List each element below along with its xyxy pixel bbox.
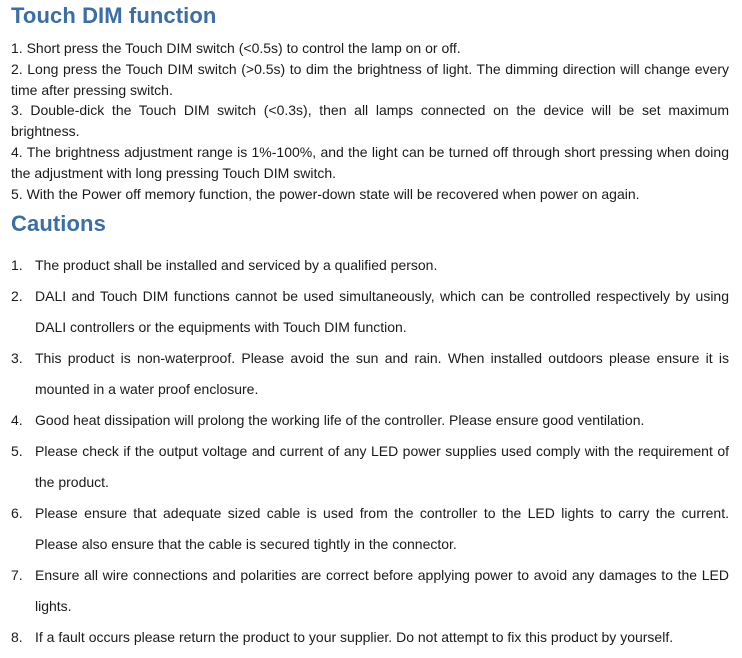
touch-dim-item: 5. With the Power off memory function, the power-down state will be recovered when power on again. bbox=[11, 185, 640, 202]
caution-item bbox=[11, 281, 729, 343]
touch-dim-list bbox=[11, 38, 729, 204]
caution-text: The product shall be installed and serviced by a qualified person. bbox=[35, 257, 438, 273]
caution-item bbox=[11, 622, 729, 653]
caution-number: 6. bbox=[11, 505, 23, 521]
caution-number: 5. bbox=[11, 443, 23, 459]
caution-item bbox=[11, 405, 729, 436]
touch-dim-item: 3. Double-dick the Touch DIM switch (<0.3s), then all lamps connected on the device will be set maximum brightness. bbox=[11, 102, 729, 140]
touch-dim-item: 4. The brightness adjustment range is 1%-100%, and the light can be turned off through short pressing when doing the adjustment with long pressing Touch DIM switch. bbox=[11, 143, 729, 181]
caution-item bbox=[11, 436, 729, 498]
caution-number: 4. bbox=[11, 412, 23, 428]
caution-number: 8. bbox=[11, 629, 23, 645]
caution-text: Please check if the output voltage and current of any LED power supplies used comply with the requirement of the product. bbox=[35, 443, 729, 490]
caution-number: 1. bbox=[11, 257, 23, 273]
caution-item bbox=[11, 560, 729, 622]
caution-text: This product is non-waterproof. Please avoid the sun and rain. When installed outdoors please ensure it is mounted in a water proof enclosure. bbox=[35, 350, 729, 397]
caution-item bbox=[11, 498, 729, 560]
caution-number: 2. bbox=[11, 288, 23, 304]
cautions-heading: Cautions bbox=[11, 211, 106, 236]
caution-item bbox=[11, 250, 729, 281]
caution-item bbox=[11, 343, 729, 405]
caution-text: Ensure all wire connections and polarities are correct before applying power to avoid any damages to the LED lights. bbox=[35, 567, 729, 614]
cautions-list bbox=[11, 250, 729, 653]
caution-text: If a fault occurs please return the product to your supplier. Do not attempt to fix this product by yourself. bbox=[35, 629, 674, 645]
touch-dim-item: 2. Long press the Touch DIM switch (>0.5s) to dim the brightness of light. The dimming direction will change every time after pressing switch. bbox=[11, 60, 729, 98]
caution-number: 3. bbox=[11, 350, 23, 366]
caution-text: Please ensure that adequate sized cable is used from the controller to the LED lights to carry the current. Please also ensure that the cable is secured tightly in the connector. bbox=[35, 505, 729, 552]
touch-dim-heading: Touch DIM function bbox=[11, 3, 217, 28]
caution-text: DALI and Touch DIM functions cannot be used simultaneously, which can be controlled respectively by using DALI controllers or the equipments with Touch DIM function. bbox=[35, 288, 729, 335]
caution-text: Good heat dissipation will prolong the working life of the controller. Please ensure good ventilation. bbox=[35, 412, 645, 428]
touch-dim-item: 1. Short press the Touch DIM switch (<0.5s) to control the lamp on or off. bbox=[11, 40, 461, 56]
caution-number: 7. bbox=[11, 567, 23, 583]
